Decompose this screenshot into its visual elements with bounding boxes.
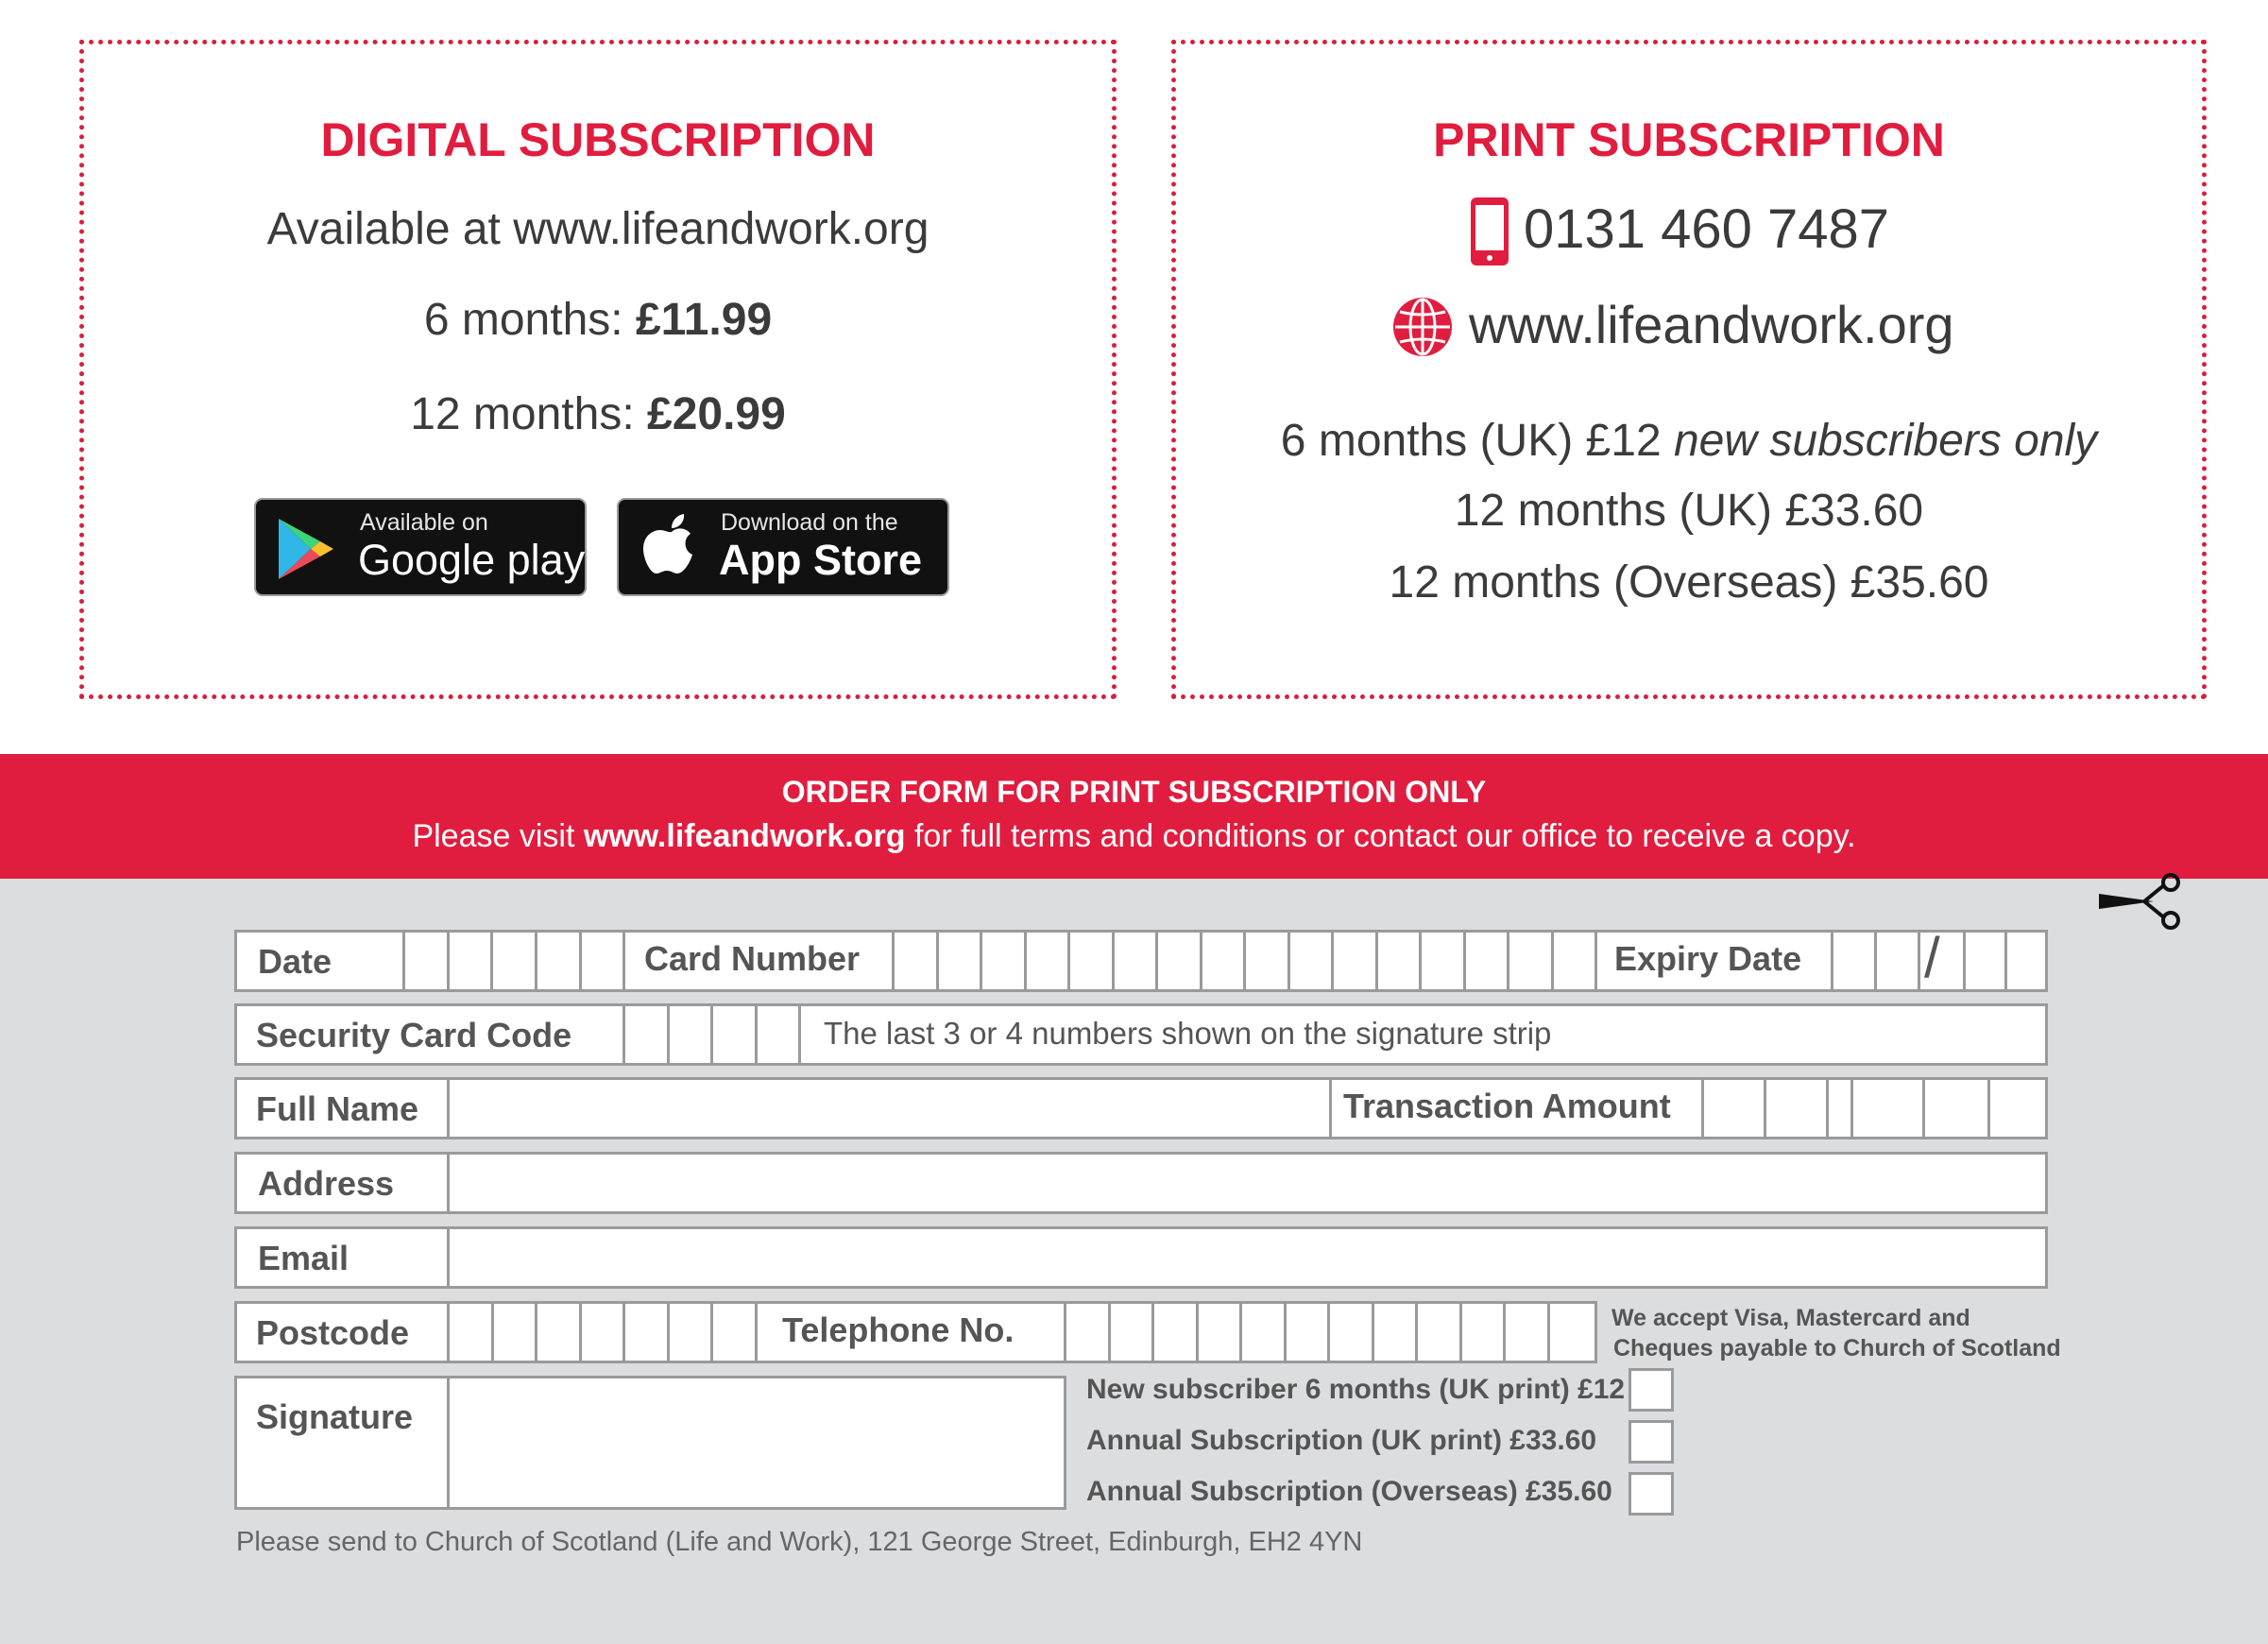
row-date-card-expiry [234, 926, 2048, 992]
full-name-label: Full Name [256, 1089, 419, 1128]
digital-subscription-panel [79, 40, 1117, 699]
apple-icon [643, 513, 700, 581]
date-digit-box[interactable] [447, 933, 490, 989]
option-annual-uk-label: Annual Subscription (UK print) £33.60 [1086, 1425, 1597, 1456]
google-play-badge[interactable] [254, 498, 587, 596]
telephone-digit-box[interactable] [1284, 1304, 1327, 1361]
expiry-digit-box[interactable] [2004, 933, 2048, 989]
option-annual-uk-checkbox[interactable] [1629, 1420, 1674, 1464]
google-badge-big-text: Google play [358, 536, 586, 584]
row-address [234, 1152, 2048, 1214]
telephone-digit-box[interactable] [1239, 1304, 1284, 1361]
card-digit-box[interactable] [1331, 933, 1375, 989]
address-field[interactable] [447, 1155, 2048, 1211]
print-offer-six-note: new subscribers only [1673, 416, 2098, 466]
card-digit-box[interactable] [1024, 933, 1067, 989]
security-hint: The last 3 or 4 numbers shown on the signature strip [824, 1016, 1552, 1051]
digital-availability: Available at www.lifeandwork.org [266, 204, 929, 254]
card-digit-box[interactable] [1507, 933, 1551, 989]
telephone-digit-box[interactable] [1547, 1304, 1594, 1361]
expiry-digit-box[interactable] [1831, 933, 1874, 989]
card-digit-box[interactable] [1067, 933, 1112, 989]
banner-terms [0, 818, 2268, 855]
telephone-digit-box[interactable] [1196, 1304, 1239, 1361]
order-form-banner [0, 754, 2268, 879]
apple-badge-big-text: App Store [719, 536, 923, 584]
security-digit-box[interactable] [667, 1006, 710, 1063]
card-digit-box[interactable] [1419, 933, 1463, 989]
card-number-label: Card Number [644, 939, 861, 978]
digital-six-price: £11.99 [635, 295, 773, 345]
transaction-amount-label-cell [1329, 1080, 1701, 1137]
digital-twelve-price: £20.99 [647, 389, 786, 439]
postcode-digit-box[interactable] [710, 1304, 755, 1361]
scissors-icon [2095, 873, 2182, 932]
telephone-digit-box[interactable] [1151, 1304, 1196, 1361]
date-digit-box[interactable] [490, 933, 535, 989]
print-offer-six-text: 6 months (UK) £12 [1280, 416, 1662, 466]
security-digit-box[interactable] [622, 1006, 667, 1063]
postal-address-note: Please send to Church of Scotland (Life and Work), 121 George Street, Edinburgh, EH2 4YN [236, 1527, 1363, 1557]
postcode-digit-box[interactable] [667, 1304, 710, 1361]
card-digit-box[interactable] [1200, 933, 1243, 989]
card-digit-box[interactable] [936, 933, 980, 989]
date-digit-box[interactable] [579, 933, 622, 989]
print-website: www.lifeandwork.org [1469, 295, 1954, 354]
card-digit-box[interactable] [1155, 933, 1200, 989]
security-hint-cell [798, 1006, 2048, 1063]
card-number-label-cell [622, 933, 892, 989]
app-store-badge[interactable] [617, 498, 949, 596]
card-digit-box[interactable] [1287, 933, 1331, 989]
amount-digit-box[interactable] [1987, 1080, 2048, 1137]
card-digit-box[interactable] [1375, 933, 1419, 989]
telephone-label: Telephone No. [782, 1310, 1015, 1349]
postcode-digit-box[interactable] [491, 1304, 535, 1361]
security-digit-box[interactable] [755, 1006, 798, 1063]
expiry-label-cell [1594, 933, 1831, 989]
phone-icon [1469, 196, 1510, 267]
expiry-separator: / [1924, 926, 1940, 989]
print-subscription-panel [1171, 40, 2207, 699]
signature-field[interactable] [447, 1379, 1064, 1507]
payment-accept-note-line2: Cheques payable to Church of Scotland [1613, 1335, 2061, 1361]
security-digit-box[interactable] [710, 1006, 755, 1063]
option-annual-overseas-checkbox[interactable] [1629, 1472, 1674, 1516]
digital-six-months [84, 294, 1112, 346]
card-digit-box[interactable] [980, 933, 1024, 989]
print-title: PRINT SUBSCRIPTION [1433, 113, 1945, 166]
signature-label: Signature [256, 1397, 414, 1436]
digital-six-label: 6 months: [423, 295, 623, 345]
signature-box [234, 1376, 1066, 1510]
postcode-digit-box[interactable] [535, 1304, 579, 1361]
telephone-digit-box[interactable] [1415, 1304, 1459, 1361]
postcode-digit-box[interactable] [447, 1304, 491, 1361]
amount-digit-box[interactable] [1826, 1080, 1850, 1137]
card-digit-box[interactable] [1551, 933, 1594, 989]
telephone-digit-box[interactable] [1503, 1304, 1547, 1361]
full-name-field[interactable] [447, 1080, 1329, 1137]
banner-title: ORDER FORM FOR PRINT SUBSCRIPTION ONLY [781, 775, 1487, 809]
telephone-digit-box[interactable] [1064, 1304, 1108, 1361]
amount-digit-box[interactable] [1701, 1080, 1764, 1137]
card-digit-box[interactable] [1243, 933, 1287, 989]
security-code-label: Security Card Code [256, 1016, 572, 1054]
banner-link[interactable]: www.lifeandwork.org [583, 818, 906, 854]
postcode-label: Postcode [256, 1313, 410, 1352]
banner-text-before: Please visit [412, 818, 584, 854]
email-label: Email [258, 1239, 350, 1277]
option-annual-overseas-label: Annual Subscription (Overseas) £35.60 [1086, 1476, 1612, 1507]
transaction-amount-label: Transaction Amount [1343, 1087, 1671, 1125]
telephone-digit-box[interactable] [1372, 1304, 1415, 1361]
print-phone: 0131 460 7487 [1524, 198, 1890, 260]
postcode-digit-box[interactable] [622, 1304, 667, 1361]
apple-badge-small-text: Download on the [721, 509, 898, 536]
expiry-digit-box[interactable] [1874, 933, 1918, 989]
date-digit-box[interactable] [535, 933, 579, 989]
digital-twelve-months [84, 388, 1112, 440]
row-email [234, 1226, 2048, 1289]
card-digit-box[interactable] [892, 933, 936, 989]
option-new-subscriber-label: New subscriber 6 months (UK print) £12 [1086, 1374, 1626, 1405]
print-offer-twelve-overseas: 12 months (Overseas) £35.60 [1389, 557, 1989, 608]
option-new-subscriber-checkbox[interactable] [1629, 1368, 1674, 1412]
amount-digit-box[interactable] [1850, 1080, 1922, 1137]
digital-title: DIGITAL SUBSCRIPTION [320, 113, 876, 166]
banner-text-after: for full terms and conditions or contact our office to receive a copy. [905, 818, 1856, 854]
expiry-label: Expiry Date [1614, 939, 1802, 978]
postcode-digit-box[interactable] [579, 1304, 622, 1361]
telephone-digit-box[interactable] [1327, 1304, 1372, 1361]
telephone-digit-box[interactable] [1108, 1304, 1151, 1361]
google-badge-small-text: Available on [360, 509, 488, 536]
expiry-digit-box[interactable] [1918, 926, 1963, 989]
google-play-icon [277, 517, 335, 581]
amount-digit-box[interactable] [1922, 1080, 1987, 1137]
expiry-digit-box[interactable] [1963, 933, 2004, 989]
date-digit-box[interactable] [402, 933, 447, 989]
digital-twelve-label: 12 months: [410, 389, 635, 439]
date-label: Date [258, 942, 333, 981]
address-label: Address [258, 1164, 395, 1203]
payment-accept-note-line1: We accept Visa, Mastercard and [1611, 1305, 1970, 1331]
telephone-label-cell [755, 1304, 1064, 1361]
print-offer-six [1176, 415, 2202, 467]
card-digit-box[interactable] [1112, 933, 1155, 989]
globe-icon [1391, 296, 1454, 358]
row-postcode-telephone [234, 1301, 1597, 1363]
card-digit-box[interactable] [1463, 933, 1507, 989]
email-field[interactable] [447, 1229, 2048, 1286]
print-offer-twelve-uk: 12 months (UK) £33.60 [1454, 486, 1924, 536]
telephone-digit-box[interactable] [1459, 1304, 1503, 1361]
row-security-code [234, 1003, 2048, 1066]
amount-digit-box[interactable] [1764, 1080, 1826, 1137]
row-full-name [234, 1077, 2048, 1139]
